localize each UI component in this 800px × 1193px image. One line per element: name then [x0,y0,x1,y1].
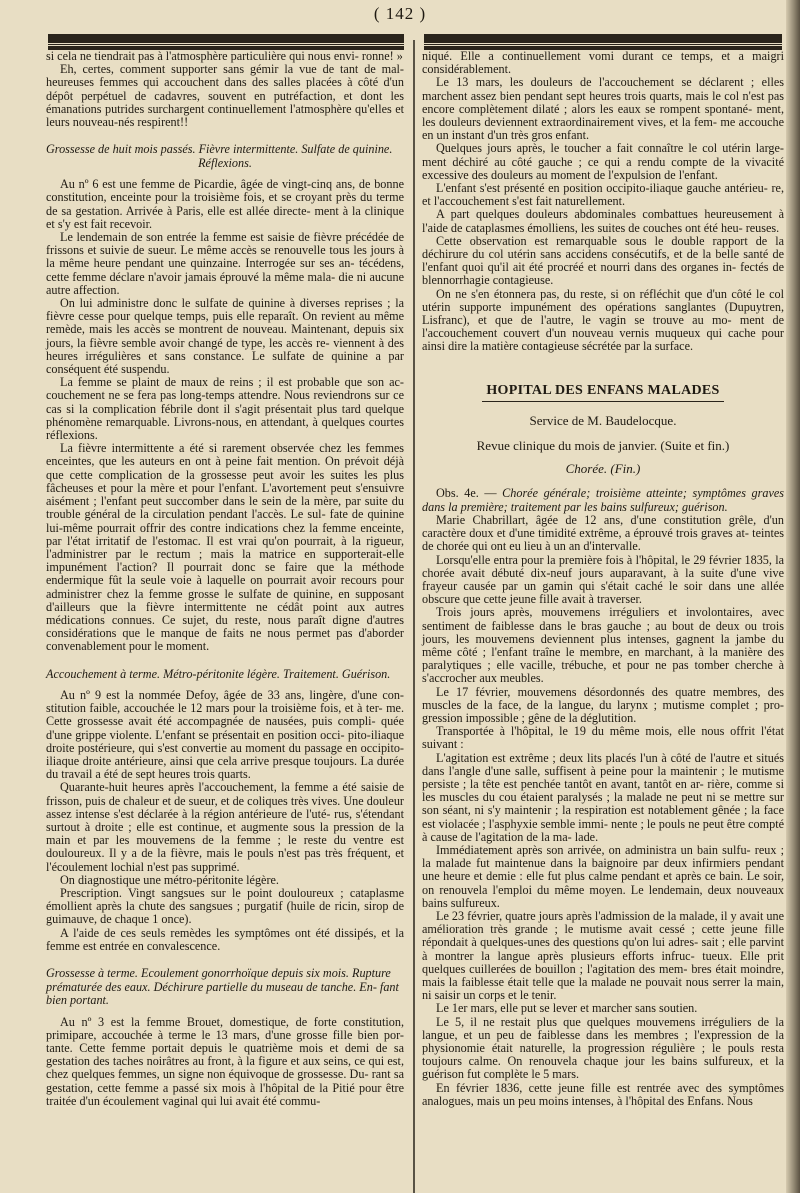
observation-title: Chorée générale; troisième atteinte; symptômes graves dans la première; traitement par les bains sulfureux; guérison. [422,486,784,514]
header-rule-left [48,34,404,46]
paragraph: Cette observation est remarquable sous le double rapport de la déchirure du col utérin sans accidens consécutifs, et de la belle santé de l'enfant quoi qu'il ait été procréé et nourri dans des organes in- fectés de blennorrhagie contagieuse. [422,233,784,288]
paragraph: L'agitation est extrême ; deux lits placés l'un à côté de l'autre et situés dans l'angle d'une salle, suffisent à peine pour la maintenir ; le mutisme persiste ; la tête est penchée tantôt en avant, tantôt en ar- rière, comme si les muscles du cou étaient paralysés ; la malade ne peut ni se mettre sur son séant, ni s'y maintenir ; la respiration est notablement gênée ; la face est violacée ; l'asphyxie semble immi- nente ; le pouls ne peut être compté à cause de l'agitation de la ma- lade. [422,750,784,844]
paragraph: Le 5, il ne restait plus que quelques mouvemens irréguliers de la langue, et un peu de faiblesse dans les membres ; l'expression de la physionomie était naturelle, la progression régulière ; le pouls resta toujours calme. On renouvela chaque jour les bains sulfureux, et la guérison fut complète le 5 mars. [422,1014,784,1082]
paragraph: Immédiatement après son arrivée, on administra un bain sulfu- reux ; la malade fut maintenue dans la baignoire par deux infirmiers pendant une heure et demie : elle fut plus calme pendant et après ce bain. Le soir, on renouvela l'emploi du même moyen. Le lendemain, deux nouveaux bains sulfureux. [422,842,784,910]
header-rule-right [424,34,782,46]
section-heading [46,668,404,682]
paragraph: En février 1836, cette jeune fille est rentrée avec des symptômes analogues, mais un peu moins intenses, à l'hôpital des Enfans. Nous [422,1080,784,1108]
service-line: Service de M. Baudelocque. [529,412,677,428]
hospital-title: HOPITAL DES ENFANS MALADES [486,382,720,398]
paragraph: Quelques jours après, le toucher a fait connaître le col utérin large- ment déchiré au côté gauche ; ce qui a rendu compte de la vivacité excessive des douleurs au moment de l'expulsion de l'enfant. [422,141,784,182]
choree-title: Chorée. (Fin.) [565,461,641,477]
paragraph: Le 13 mars, les douleurs de l'accouchement se déclarent ; elles marchent assez bien pendant sept heures trois quarts, mais le col n'est pas encore complètement dilaté ; alors les eaux se rompent spontané- ment, les douleurs deviennent extraordinairement vives, et la fem- me accouche en un instant d'un très gros enfant. [422,75,784,143]
section-title: Accouchement à terme. Métro-péritonite légère. Traitement. Guérison. [46,666,391,681]
paragraph: A part quelques douleurs abdominales combattues heureusement à l'aide de cataplasmes émolliens, les suites de couches ont été heu- reuses. [422,207,784,235]
paragraph: Le 23 février, quatre jours après l'admission de la malade, il y avait une amélioration très grande ; le mutisme avait cessé ; cette jeune fille répondait à quelques-unes des questions qu'on lui adres- sait ; elle parvint à montrer la langue après plusieurs efforts infruc- tueux. Elle prit quelques cuillerées de bouillon ; l'agitation des mem- bres était moindre, mais la faiblesse était telle que la malade ne pouvait nous serrer la main, ni saisir un corps et le tenir. [422,908,784,1003]
page-edge-shadow [786,0,800,1193]
paragraph: Trois jours après, mouvemens irréguliers et involontaires, avec sentiment de faiblesse dans le bras gauche ; au bout de deux ou trois jours, les mouvemens deviennent plus intenses, gagnent la jambe du même côté ; l'enfant traîne le membre, en marchant, à la manière des paralytiques ; elle vacille, trébuche, et pour ne pas tomber cherche à s'accrocher aux meubles. [422,605,784,686]
paragraph: A l'aide de ces seuls remèdes les symptômes ont été dissipés, et la femme est entrée en convalescence. [46,925,404,953]
right-column [422,50,784,1108]
observation-heading [422,487,784,513]
paragraph: Prescription. Vingt sangsues sur le point douloureux ; cataplasme émollient après la chute des sangsues ; purgatif (huile de ricin, sirop de guimauve, de chaque 1 once). [46,886,404,927]
observation-label: Obs. 4e. — [436,486,497,501]
paragraph: Au nº 9 est la nommée Defoy, âgée de 33 ans, lingère, d'une con- stitution faible, accouchée le 12 mars pour la troisième fois, et à ter- me. Cette grossesse avait été accompagnée de nausées, puis compli- quée d'une grippe violente. L'enfant se présentait en position occi- pito-iliaque droite postérieure, qui s'est convertie au moment du passage en occipito-iliaque droite antérieure, ainsi que cela arrive presque toujours. La durée du travail a été de sept heures trois quarts. [46,688,404,782]
left-column [46,50,404,1108]
paragraph: Le lendemain de son entrée la femme est saisie de fièvre précédée de frissons et suivie de sueur. Le même accès se renouvelle tous les jours à la même heure pendant une quinzaine. Interrogée sur ses an- técédens, cette femme déclare n'avoir jamais éprouvé la même mala- die ni aucune autre affection. [46,230,404,297]
paragraph: On lui administre donc le sulfate de quinine à diverses reprises ; la fièvre cesse pour quelque temps, puis elle reparaît. On revient au même remède, mais les accès se montrent de nouveau. Maintenant, depuis six jours, la fièvre semble avoir changé de type, les accès re- viennent à des heures irrégulières et sans constance. Le sulfate de quinine a par conséquent été suspendu. [46,296,404,377]
paragraph: L'enfant s'est présenté en position occipito-iliaque gauche antérieu- re, et l'accouchement s'est fait naturellement. [422,181,784,209]
paragraph: Marie Chabrillart, âgée de 12 ans, d'une constitution grêle, d'un caractère doux et d'une timidité extrême, a éprouvé trois graves at- teintes de chorée qui ont eu lieu à un an d'intervalle. [422,512,784,554]
paragraph: La fièvre intermittente a été si rarement observée chez les femmes enceintes, que les auteurs en ont à peine fait mention. On prévoit déjà que cette complication de la grossesse peut avoir les suites les plus fâcheuses et pour la mère et pour l'enfant. L'avortement peut s'ensuivre aisément ; l'enfant peut succomber dans le sein de la mère, par suite du trouble général de la circulation pendant l'accès. Le sul- fate de quinine lui-même pourrait offrir des contre indications chez la femme enceinte, par l'état irritatif de l'estomac. Il est vrai qu'on pourrait, à la rigueur, l'administrer par le rectum ; mais la matrice en supporterait-elle impunément l'action? Il pourrait donc se faire que la méthode endermique fût la seule voie à laquelle on pourrait avoir recours pour administrer chez la femme grosse le sulfate de quinine, en supposant d'ailleurs que la fièvre intermittente ne cédât point aux autres médications connues. Ce sujet, du reste, nous paraît digne d'autres considérations que le manque de faits ne nous permet pas d'aborder convenablement pour le moment. [46,441,404,654]
paragraph: Quarante-huit heures après l'accouchement, la femme a été saisie de frisson, puis de chaleur et de sueur, et de coliques très vives. Une douleur assez intense s'est déclarée à la région antérieure de l'uté- rus, s'étendant surtout à droite ; elle est continue, et augmente sous la pression de la main et par les mouvemens de la femme ; le reste du ventre est douloureux. Il y a de la fièvre, mais le pouls n'est pas très fréquent, et l'écoulement lochial n'est pas supprimé. [46,780,404,874]
paragraph: La femme se plaint de maux de reins ; il est probable que son ac- couchement ne se fera pas long-temps attendre. Nous reviendrons sur ce cas si la complication fébrile dont il s'agit présentait plus tard quelque phénomène remarquable. Livrons-nous, en attendant, à quelques courtes réflexions. [46,375,404,443]
revue-title: Revue clinique du mois de janvier. (Suite et fin.) [476,438,730,454]
column-separator [413,40,415,1193]
paragraph: niqué. Elle a continuellement vomi durant ce temps, et a maigri considérablement. [422,49,784,77]
paragraph: Eh, certes, comment supporter sans gémir la vue de tant de mal- heureuses femmes qui accouchent dans des salles placées à côté d'un dépôt perpétuel de cadavres, souvent en putréfaction, et dont les émanations putrides surchargent continuellement l'atmosphère qu'elles et leurs nouveau-nés respirent!! [46,62,404,130]
page-number: ( 142 ) [373,4,427,23]
paragraph: Transportée à l'hôpital, le 19 du même mois, elle nous offrit l'état suivant : [422,724,784,752]
section-subtitle: Réflexions. [198,155,252,170]
section-heading [46,967,404,1008]
paragraph: Le 1er mars, elle put se lever et marcher sans soutien. [436,1001,698,1016]
paragraph: Lorsqu'elle entra pour la première fois à l'hôpital, le 29 février 1835, la chorée avait débuté dix-neuf jours auparavant, à la suite d'une vive frayeur causée par un gamin qui s'était caché le soir dans une allée obscure que cette jeune fille avait à traverser. [422,552,784,607]
section-heading [46,143,404,170]
paragraph: On diagnostique une métro-péritonite légère. [60,872,279,887]
paragraph: Au nº 3 est la femme Brouet, domestique, de forte constitution, primipare, accouchée à terme le 13 mars, d'une grosse fille bien por- tante. Cette femme portait depuis le quatrième mois et demi de sa gestation des taches noirâtres au front, à la figure et aux seins, ce qui est, chez quelques femmes, un signe non équivoque de grossesse. Du- rant sa gestation, cette femme a passé six mois à l'hôpital de la Pitié pour être traitée d'un écoulement vaginal qui lui avait été commu- [46,1014,404,1108]
paragraph: Au nº 6 est une femme de Picardie, âgée de vingt-cinq ans, de bonne constitution, enceinte pour la troisième fois, et se croyant près du terme de sa gestation. Arrivée à Paris, elle est allée directe- ment à la clinique et s'y est fait recevoir. [46,177,404,231]
paragraph: Le 17 février, mouvemens désordonnés des quatre membres, des muscles de la face, de la langue, du larynx ; mutisme complet ; pro- gression impossible ; gêne de la déglutition. [422,684,784,725]
paragraph: On ne s'en étonnera pas, du reste, si on réfléchit que d'un côté le col utérin supporte impunément des opérations sanglantes (Dupuytren, Lisfranc), et que de l'autre, le vagin se trouve au mo- ment de l'accouchement couvert d'un nouveau vernis muqueux qui cache pour ainsi dire la matière contagieuse sécrétée par la surface. [422,286,784,354]
section-title: Grossesse de huit mois passés. Fièvre intermittente. Sulfate de quinine. [46,142,393,157]
section-title: Grossesse à terme. Ecoulement gonorrhoïque depuis six mois. Rupture prématurée des eaux. Déchirure partielle du museau de tanche. En- fant bien portant. [46,966,399,1008]
title-underline [482,401,724,402]
paragraph: si cela ne tiendrait pas à l'atmosphère particulière qui nous envi- ronne! » [46,49,403,63]
